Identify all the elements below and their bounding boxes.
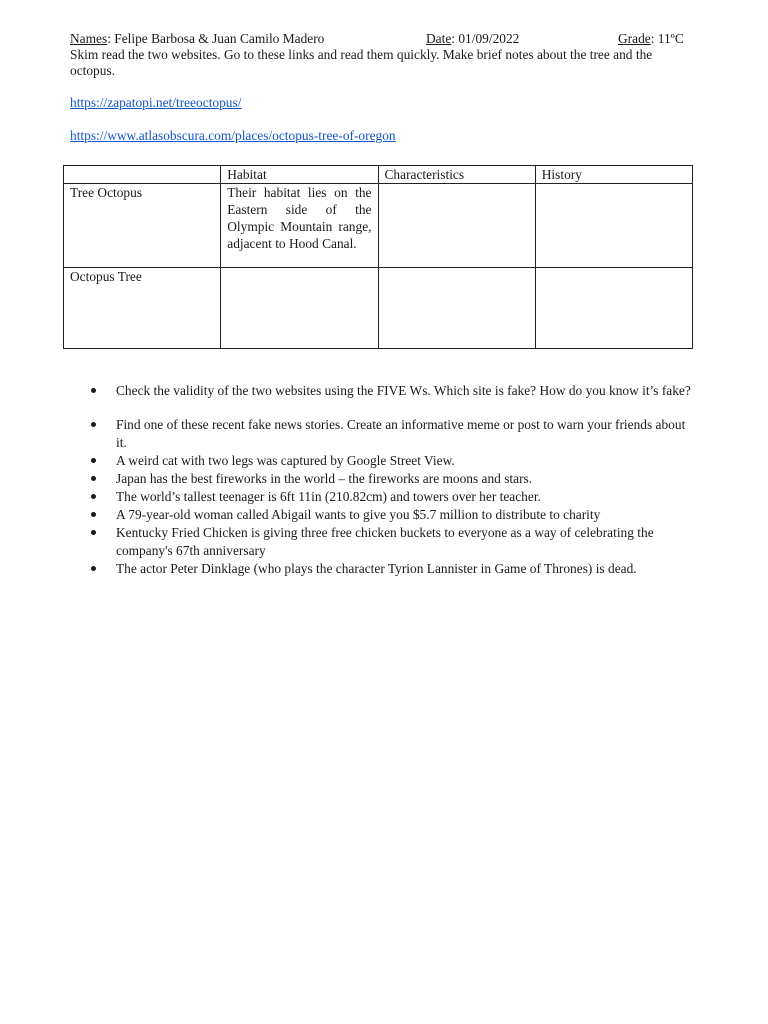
- list-item-text: The actor Peter Dinklage (who plays the character Tyrion Lannister in Game of Thrones) is dead.: [116, 561, 637, 576]
- table-row: [64, 268, 693, 349]
- header-line: [70, 30, 696, 47]
- list-item-text: The world’s tallest teenager is 6ft 11in (210.82cm) and towers over her teacher.: [116, 489, 541, 504]
- table-cell[interactable]: [378, 268, 535, 349]
- table-header-cell: [64, 166, 221, 184]
- date-field: [426, 30, 519, 47]
- bullet-icon: [91, 494, 96, 499]
- grade-value: : 11ºC: [650, 31, 684, 46]
- list-item-text: Check the validity of the two websites using the FIVE Ws. Which site is fake? How do you know it’s fake?: [116, 383, 691, 398]
- notes-table: [63, 165, 693, 349]
- list-item: [70, 506, 696, 524]
- list-item: [70, 416, 696, 452]
- names-label: Names: [70, 31, 108, 46]
- bullet-icon: [91, 566, 96, 571]
- list-item: [70, 488, 696, 506]
- list-item: [70, 452, 696, 470]
- table-cell[interactable]: [535, 184, 692, 268]
- intro-instructions: Skim read the two websites. Go to these links and read them quickly. Make brief notes about the tree and the octopus.: [70, 47, 653, 78]
- list-item-text: Find one of these recent fake news stories. Create an informative meme or post to warn your friends about it.: [116, 417, 686, 450]
- grade-label: Grade: [618, 31, 651, 46]
- table-cell[interactable]: Their habitat lies on the Eastern side of the Olympic Mountain range, adjacent to Hood Canal.: [221, 184, 378, 268]
- names-field: [70, 30, 324, 47]
- table-header-cell: Characteristics: [378, 166, 535, 184]
- bullet-icon: [91, 530, 96, 535]
- table-header-row: [64, 166, 693, 184]
- table-row-label: Octopus Tree: [64, 268, 221, 349]
- bullet-icon: [91, 458, 96, 463]
- list-item: [70, 470, 696, 488]
- table-row-label: Tree Octopus: [64, 184, 221, 268]
- bullet-icon: [91, 388, 96, 393]
- list-item: [70, 382, 696, 400]
- table-cell[interactable]: [221, 268, 378, 349]
- bullet-icon: [91, 422, 96, 427]
- date-label: Date: [426, 31, 452, 46]
- list-item-text: A 79-year-old woman called Abigail wants to give you $5.7 million to distribute to charity: [116, 507, 601, 522]
- link-zapatopi[interactable]: https://zapatopi.net/treeoctopus/: [70, 95, 242, 110]
- list-item-text: A weird cat with two legs was captured by Google Street View.: [116, 453, 455, 468]
- document-page: [70, 30, 696, 576]
- date-value: : 01/09/2022: [451, 31, 520, 46]
- task-list: [70, 382, 696, 578]
- table-row: [64, 184, 693, 268]
- bullet-icon: [91, 512, 96, 517]
- table-cell[interactable]: [535, 268, 692, 349]
- bullet-icon: [91, 476, 96, 481]
- table-header-cell: Habitat: [221, 166, 378, 184]
- table-cell[interactable]: [378, 184, 535, 268]
- link-atlasobscura[interactable]: https://www.atlasobscura.com/places/octopus-tree-of-oregon: [70, 128, 396, 143]
- list-item-text: Kentucky Fried Chicken is giving three free chicken buckets to everyone as a way of celebrating the company's 67th anniversary: [116, 525, 654, 558]
- list-item: [70, 560, 696, 578]
- list-item-text: Japan has the best fireworks in the world – the fireworks are moons and stars.: [116, 471, 533, 486]
- list-item: [70, 524, 696, 560]
- table-header-cell: History: [535, 166, 692, 184]
- names-value: : Felipe Barbosa & Juan Camilo Madero: [107, 31, 325, 46]
- grade-field: [618, 30, 684, 47]
